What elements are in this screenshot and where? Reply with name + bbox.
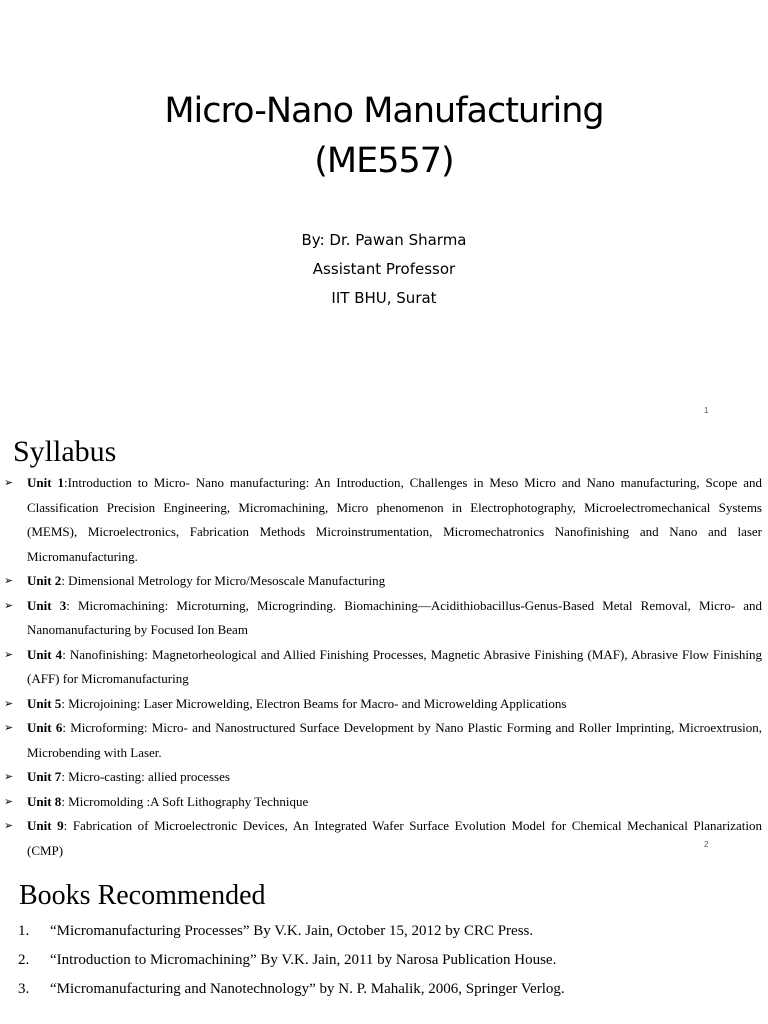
course-title [0, 86, 768, 186]
arrow-bullet-icon: ➢ [4, 696, 14, 710]
list-item [0, 594, 768, 643]
arrow-bullet-icon: ➢ [4, 794, 14, 808]
arrow-bullet-icon: ➢ [4, 647, 14, 661]
list-item [0, 569, 768, 594]
author-position: Assistant Professor [312, 260, 456, 278]
unit-description: : Dimensional Metrology for Micro/Mesoscale Manufacturing [61, 573, 386, 588]
unit-description: : Fabrication of Microelectronic Devices, An Integrated Wafer Surface Evolution Model for Chemical Mechanical Planarization (CMP) [27, 818, 763, 858]
unit-description: : Nanofinishing: Magnetorheological and Allied Finishing Processes, Magnetic Abrasive Finishing (MAF), Abrasive Flow Finishing (AFF) for Micromanufacturing [27, 646, 763, 686]
page-number: 2 [704, 840, 709, 849]
book-citation: “Micromanufacturing Processes” By V.K. Jain, October 15, 2012 by CRC Press. [50, 923, 534, 939]
unit-label: Unit 7 [27, 769, 62, 784]
author-institution: IIT BHU, Surat [331, 289, 437, 307]
course-title-line-1: Micro-Nano Manufacturing [164, 91, 604, 131]
syllabus-list [0, 471, 768, 860]
unit-label: Unit 1 [27, 475, 64, 490]
unit-description: : Microjoining: Laser Microwelding, Electron Beams for Macro- and Microwelding Applications [61, 695, 567, 711]
books-slide [0, 860, 768, 1024]
list-item [0, 692, 768, 717]
unit-description: : Microforming: Micro- and Nanostructured Surface Development by Nano Plastic Forming and Roller Imprinting, Microextrusion, Microbending with Laser. [27, 720, 762, 760]
books-list [0, 917, 768, 1004]
list-item [0, 975, 768, 1004]
unit-description: : Micromolding :A Soft Lithography Technique [61, 793, 309, 809]
unit-label: Unit 2 [27, 573, 62, 588]
syllabus-slide [0, 428, 768, 860]
list-item [0, 716, 768, 765]
title-slide [0, 0, 768, 428]
list-item [0, 643, 768, 692]
arrow-bullet-icon: ➢ [4, 721, 14, 734]
book-number: 2. [18, 952, 30, 968]
author-name: By: Dr. Pawan Sharma [301, 231, 467, 249]
unit-label: Unit 4 [27, 646, 63, 662]
unit-label: Unit 3 [27, 597, 67, 613]
arrow-bullet-icon: ➢ [4, 476, 14, 489]
course-code: (ME557) [314, 141, 454, 181]
unit-label: Unit 5 [27, 695, 62, 711]
book-citation: “Micromanufacturing and Nanotechnology” by N. P. Mahalik, 2006, Springer Verlog. [50, 981, 565, 997]
unit-label: Unit 8 [27, 793, 62, 809]
unit-description: : Micromachining: Microturning, Microgrinding. Biomachining—Acidithiobacillus-Genus-Based Metal Removal, Micro- and Nanomanufacturing by Focused Ion Beam [27, 597, 762, 637]
unit-description: :Introduction to Micro- Nano manufacturing: An Introduction, Challenges in Meso Micro and Nano manufacturing, Scope and Classification Precision Engineering, Micromachining, Micro phenomenon in Electrophotography, Microelectromechanical Systems (MEMS), Microelectronics, Fabrication Methods Microinstrumentation, Micromechatronics Nanofinishing and Nano and laser Micromanufacturing. [27, 475, 762, 564]
unit-label: Unit 6 [27, 720, 63, 735]
list-item [0, 917, 768, 946]
list-item [0, 946, 768, 975]
book-number: 1. [18, 923, 30, 939]
list-item [0, 765, 768, 790]
list-item [0, 790, 768, 815]
arrow-bullet-icon: ➢ [4, 574, 14, 587]
page-number: 1 [704, 406, 709, 415]
book-number: 3. [18, 981, 30, 997]
books-heading: Books Recommended [19, 880, 266, 911]
arrow-bullet-icon: ➢ [4, 819, 14, 832]
unit-label: Unit 9 [27, 818, 64, 833]
arrow-bullet-icon: ➢ [4, 598, 14, 612]
arrow-bullet-icon: ➢ [4, 770, 14, 783]
unit-description: : Micro-casting: allied processes [61, 769, 230, 784]
syllabus-heading: Syllabus [13, 435, 117, 468]
list-item [0, 471, 768, 569]
author-block [0, 226, 768, 313]
book-citation: “Introduction to Micromachining” By V.K. Jain, 2011 by Narosa Publication House. [50, 952, 557, 968]
list-item [0, 814, 768, 860]
